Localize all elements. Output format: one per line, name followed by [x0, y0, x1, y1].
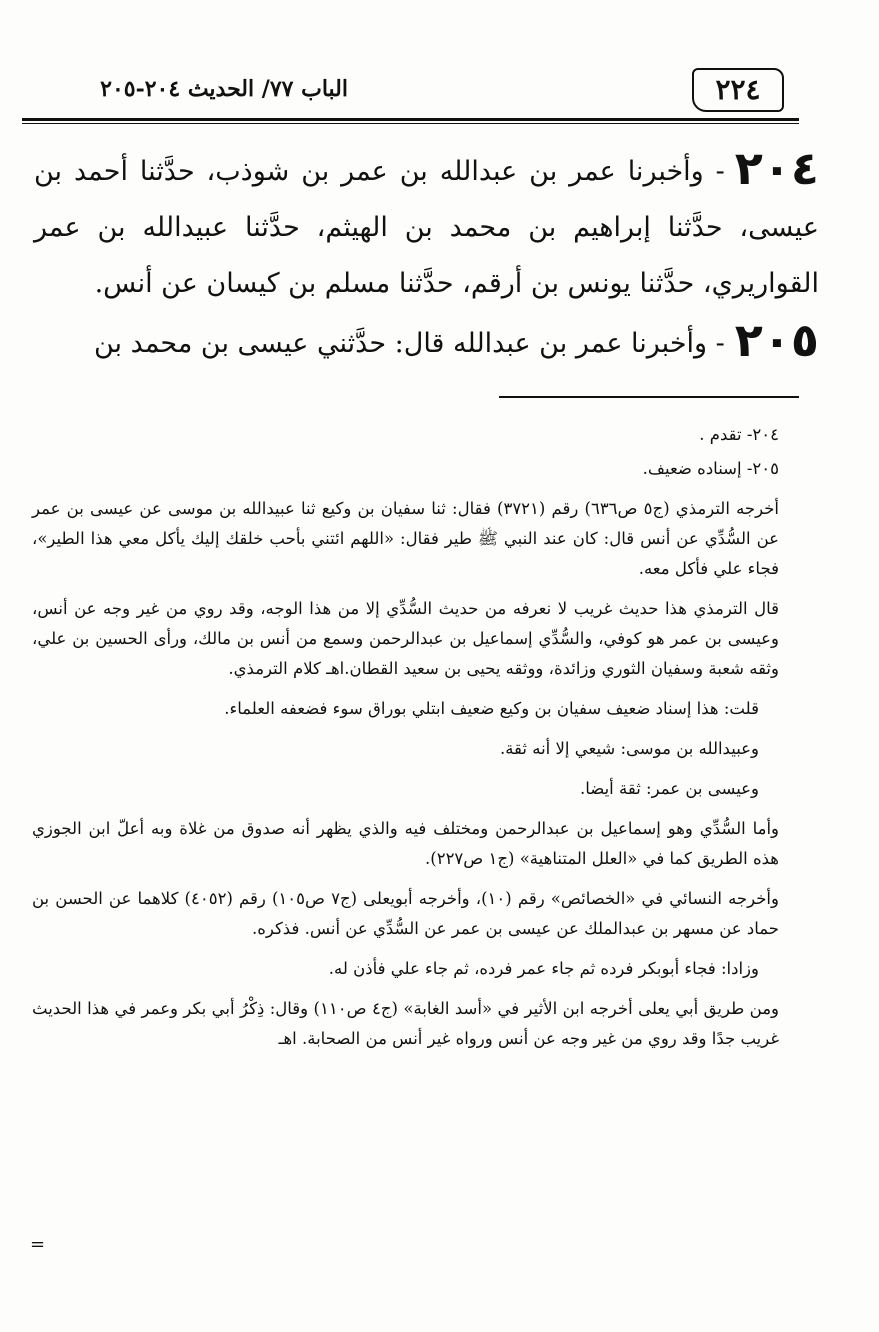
chapter-header: الباب ٧٧/ الحديث ٢٠٤-٢٠٥	[100, 76, 348, 102]
footnote-205: ٢٠٥- إسناده ضعيف.	[642, 459, 779, 478]
hadith-number: ٢٠٤	[734, 141, 819, 195]
footnote-204: ٢٠٤- تقدم .	[699, 425, 779, 444]
footnote-paragraph: وعيسى بن عمر: ثقة أيضا.	[580, 779, 759, 798]
hadith-205	[34, 312, 819, 372]
footnotes	[32, 420, 779, 1064]
footnote-paragraph: وأما السُّدِّي وهو إسماعيل بن عبدالرحمن ومختلف فيه والذي يظهر أنه صدوق من غلاة وبه أعلّ ابن الجوزي هذه الطريق كما في «العلل المتناهية» (ج١ ص٢٢٧).	[32, 819, 779, 868]
footnote-paragraph: وأخرجه النسائي في «الخصائص» رقم (١٠)، وأخرجه أبويعلى (ج٧ ص١٠٥) رقم (٤٠٥٢) كلاهما عن الحسن بن حماد عن مسهر بن عبدالملك عن عيسى بن عمر عن السُّدِّي عن أنس. فذكره.	[32, 889, 779, 938]
hadith-204	[34, 140, 819, 312]
page-number: ٢٢٤	[692, 68, 784, 112]
footnote-paragraph: وعبيدالله بن موسى: شيعي إلا أنه ثقة.	[499, 739, 759, 758]
header-divider-thin	[22, 123, 799, 124]
footnote-paragraph: وزادا: فجاء أبوبكر فرده ثم جاء عمر فرده، ثم جاء علي فأذن له.	[328, 959, 759, 978]
footnote-paragraph: ومن طريق أبي يعلى أخرجه ابن الأثير في «أسد الغابة» (ج٤ ص١١٠) وقال: ذِكْرُ أبي بكر وعمر في هذا الحديث غريب جدًا وقد روي من غير وجه عن أنس ورواه غير أنس من الصحابة. اهـ	[32, 999, 780, 1048]
footnote-paragraph: أخرجه الترمذي (ج٥ ص٦٣٦) رقم (٣٧٢١) فقال: ثنا سفيان بن وكيع ثنا عبيدالله بن موسى عن عيسى بن عمر عن السُّدِّي عن أنس قال: كان عند النبي ﷺ طير فقال: «اللهم ائتني بأحب خلقك إليك يأكل معي هذا الطير»، فجاء علي فأكل معه.	[32, 499, 780, 578]
header-divider	[22, 118, 799, 121]
hadith-text: - وأخبرنا عمر بن عبدالله بن عمر بن شوذب، حدَّثنا أحمد بن عيسى، حدَّثنا إبراهيم بن محمد بن الهيثم، حدَّثنا عبيدالله بن عمر القواريري، حدَّثنا يونس بن أرقم، حدَّثنا مسلم بن كيسان عن أنس.	[34, 156, 819, 299]
hadith-number: ٢٠٥	[734, 313, 819, 367]
main-text	[34, 140, 819, 372]
footnote-paragraph: قلت: هذا إسناد ضعيف سفيان بن وكيع ضعيف ابتلي بوراق سوء فضعفه العلماء.	[224, 699, 759, 718]
footnote-separator	[499, 396, 799, 398]
footnote-paragraph: قال الترمذي هذا حديث غريب لا نعرفه من حديث السُّدِّي إلا من هذا الوجه، وقد روي من غير وجه عن أنس، وعيسى بن عمر هو كوفي، والسُّدِّي إسماعيل بن عبدالرحمن وسمع من أنس بن مالك، ورأى الحسين بن علي، وثقه شعبة وسفيان الثوري وزائدة، ووثقه يحيى بن سعيد القطان.اهـ كلام الترمذي.	[32, 599, 779, 678]
continuation-mark: =	[30, 1234, 46, 1255]
hadith-text: - وأخبرنا عمر بن عبدالله قال: حدَّثني عيسى بن محمد بن	[94, 328, 725, 359]
